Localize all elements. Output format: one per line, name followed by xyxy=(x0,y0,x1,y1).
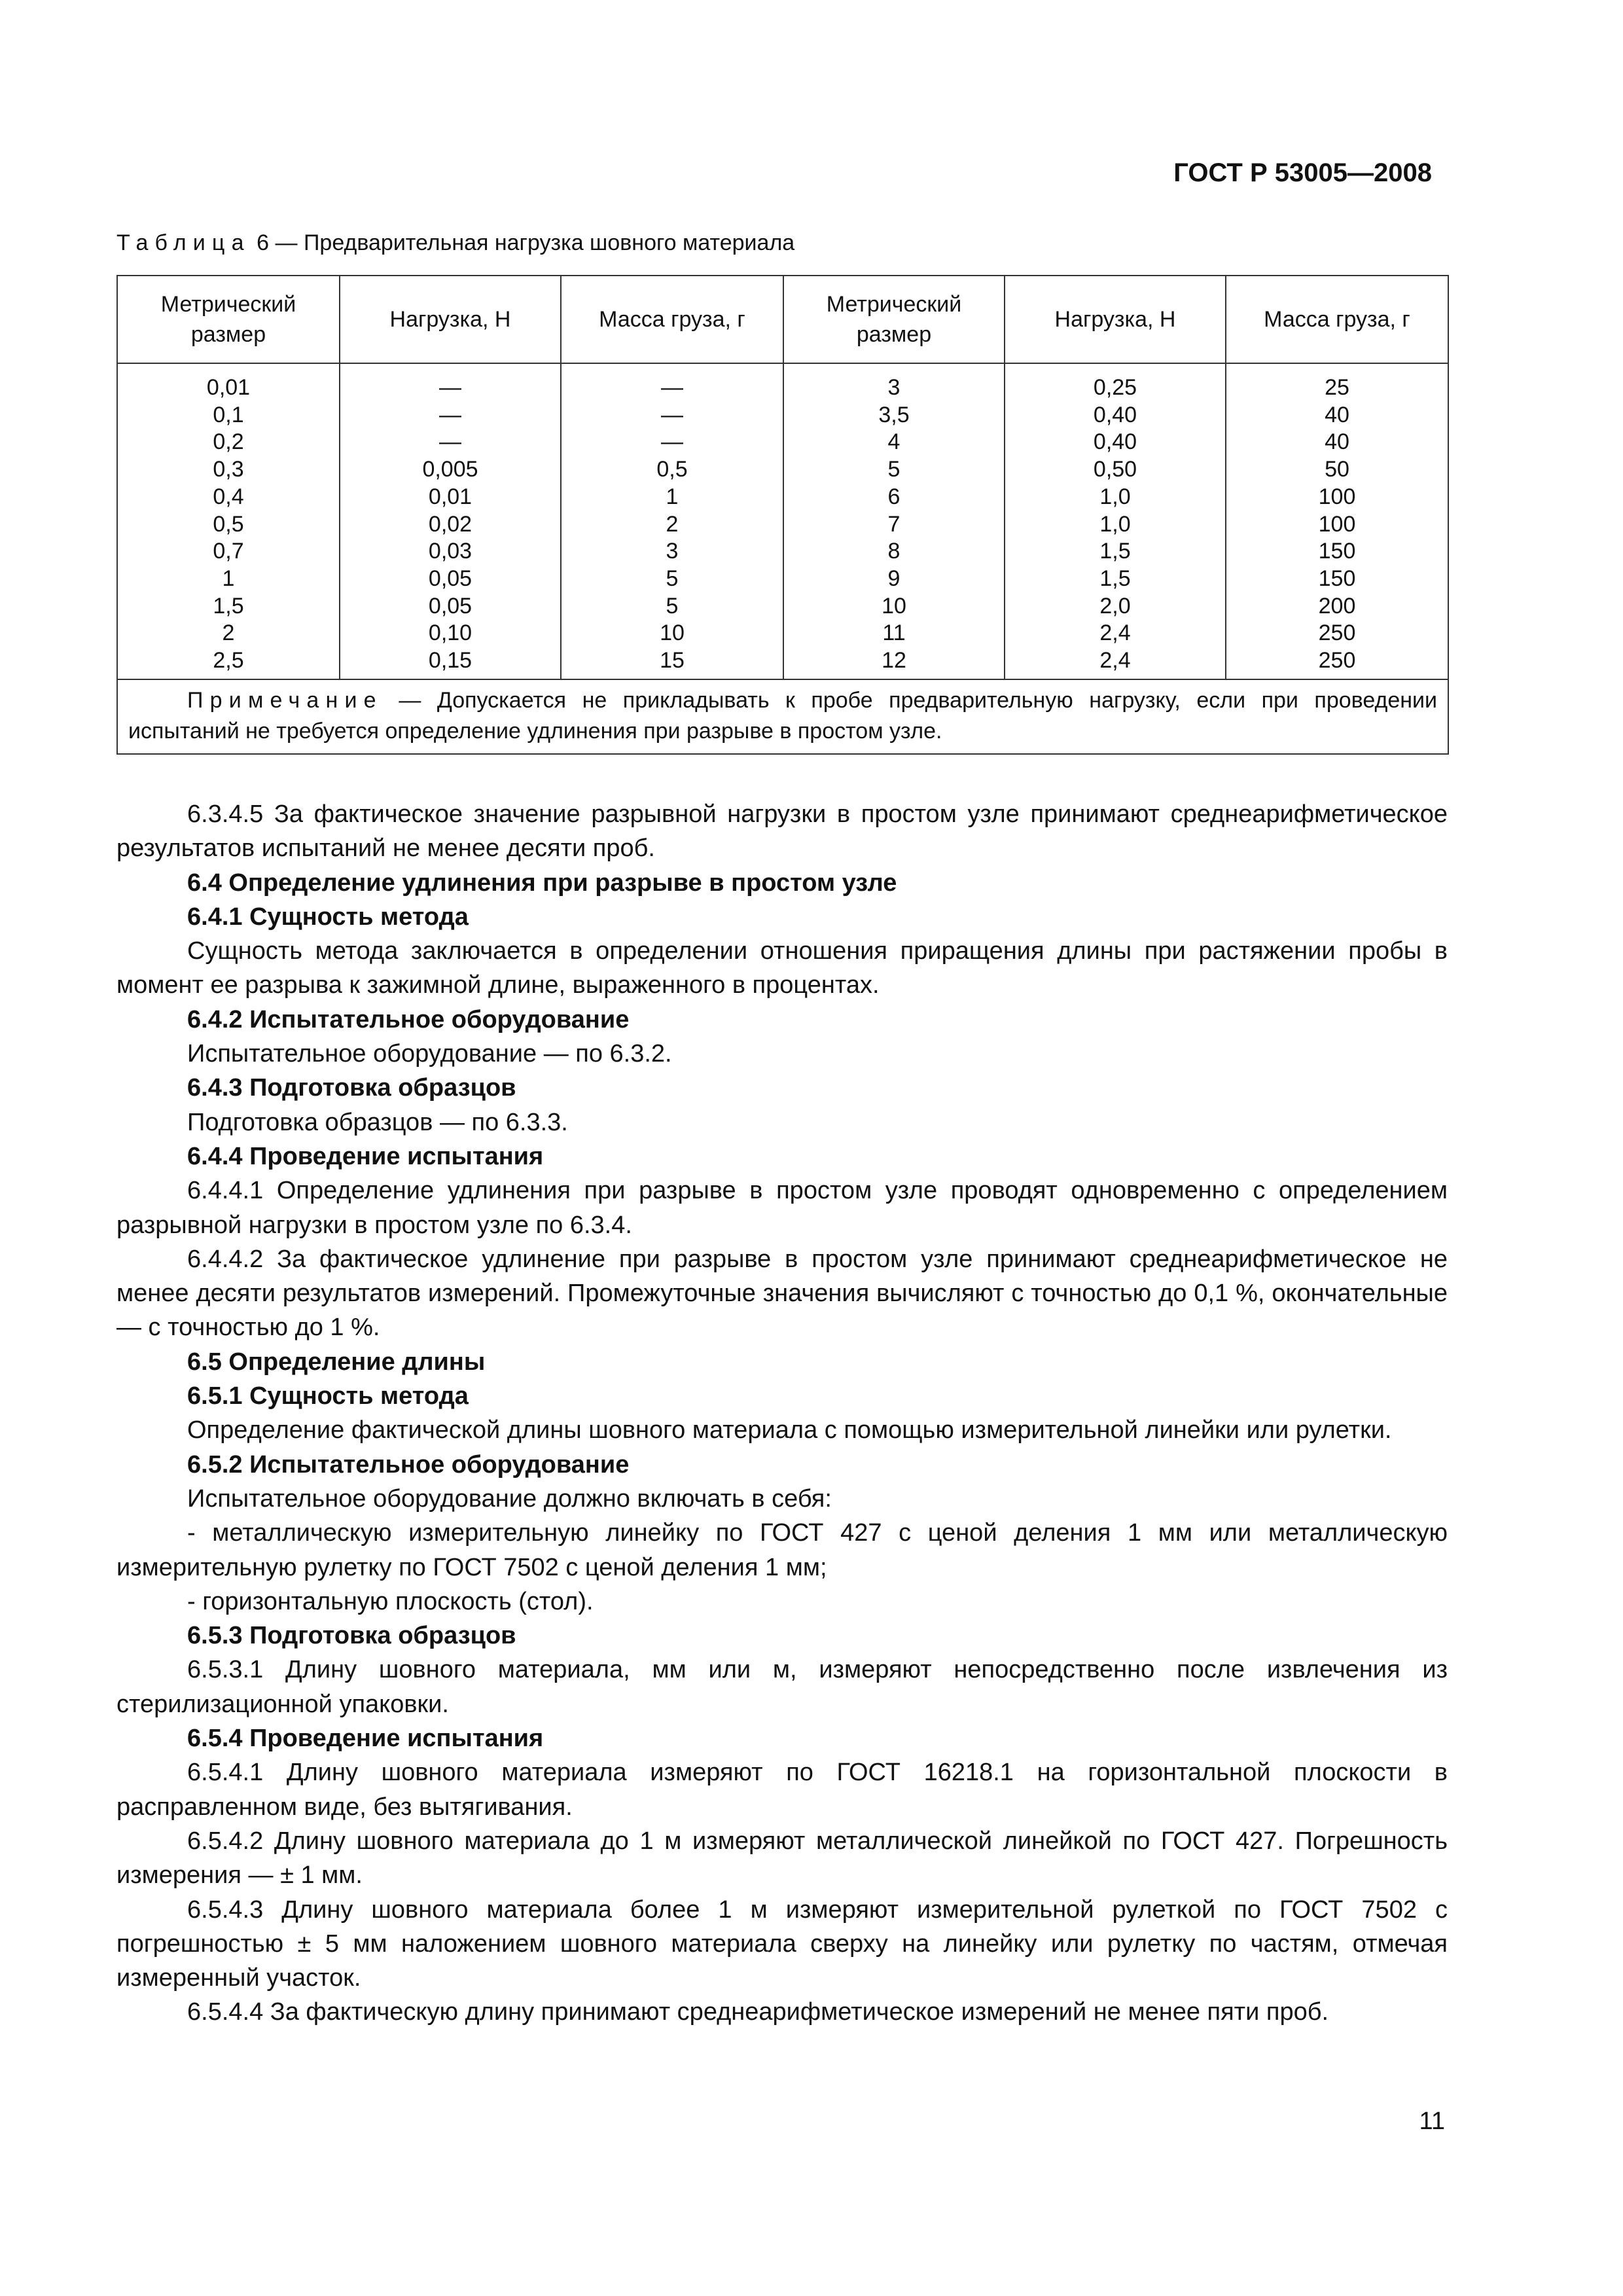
table-cell: 15 xyxy=(660,648,685,673)
table-cell: 0,7 xyxy=(213,539,244,564)
table-cell: 1 xyxy=(222,565,235,591)
list-item: - горизонтальную плоскость (стол). xyxy=(187,1587,594,1615)
section-heading: 6.5 Определение длины xyxy=(187,1348,486,1376)
table-cell: 0,40 xyxy=(1093,429,1137,455)
table-caption-text: 6 — Предварительная нагрузка шовного материала xyxy=(250,230,795,255)
header-metric-size: Метрический размер xyxy=(117,276,340,363)
table-caption-word: Таблица xyxy=(116,230,251,255)
table-note-row xyxy=(117,679,1448,754)
table-cell: 2,4 xyxy=(1099,648,1131,673)
table-cell: 5 xyxy=(887,457,901,482)
table-cell: 0,5 xyxy=(213,511,244,537)
table-cell: 1 xyxy=(666,484,679,509)
table-cell: 0,25 xyxy=(1093,375,1137,400)
table-cell: 1,5 xyxy=(1099,565,1131,591)
subsection-heading: 6.5.4 Проведение испытания xyxy=(187,1725,544,1753)
paragraph: Сущность метода заключается в определении отношения приращения длины при растяжении пробы в момент ее разрыва к зажимной длине, выраженного в процентах. xyxy=(116,937,1448,999)
body-text xyxy=(116,797,1448,2030)
table-cell: 9 xyxy=(887,565,901,591)
note-text: — Допускается не прикладывать к пробе предварительную нагрузку, если при проведении испытаний не требуется определение удлинения при разрыве в простом узле. xyxy=(128,687,1437,744)
section-heading: 6.4 Определение удлинения при разрыве в простом узле xyxy=(187,869,897,897)
table-cell: 0,5 xyxy=(656,457,688,482)
table-note xyxy=(117,679,1448,754)
table-cell: 2 xyxy=(666,511,679,537)
table-cell: 1,0 xyxy=(1099,511,1131,537)
paragraph: 6.5.4.4 За фактическую длину принимают среднеарифметическое измерений не менее пяти проб. xyxy=(187,1998,1329,2026)
subsection-heading: 6.4.4 Проведение испытания xyxy=(187,1142,544,1170)
paragraph: 6.5.3.1 Длину шовного материала, мм или м, измеряют непосредственно после извлечения из стерилизационной упаковки. xyxy=(116,1656,1448,1718)
table-cell: 0,05 xyxy=(428,565,473,591)
table-cell: 150 xyxy=(1318,539,1356,564)
header-load-2: Нагрузка, Н xyxy=(1005,276,1226,363)
table-data-row xyxy=(117,363,1448,679)
table-cell: 1,5 xyxy=(213,593,244,619)
column-weight-mass xyxy=(561,363,783,679)
table-cell: 0,10 xyxy=(428,620,473,646)
table-cell: 0,005 xyxy=(422,457,478,482)
table-cell: — xyxy=(439,402,461,427)
header-load: Нагрузка, Н xyxy=(340,276,561,363)
list-item: - металлическую измерительную линейку по ГОСТ 427 с ценой деления 1 мм или металлическую измерительную рулетку по ГОСТ 7502 с ценой деления 1 мм; xyxy=(116,1519,1448,1581)
table-cell: 12 xyxy=(882,648,906,673)
table-cell: 4 xyxy=(887,429,901,455)
table-cell: 250 xyxy=(1318,620,1356,646)
standard-designation: ГОСТ Р 53005—2008 xyxy=(1173,158,1432,187)
subsection-heading: 6.5.2 Испытательное оборудование xyxy=(187,1450,630,1479)
table-cell: 0,01 xyxy=(428,484,473,509)
paragraph: 6.4.4.1 Определение удлинения при разрыве в простом узле проводят одновременно с определением разрывной нагрузки в простом узле по 6.3.4. xyxy=(116,1177,1448,1239)
table-cell: 11 xyxy=(882,620,906,646)
paragraph: 6.3.4.5 За фактическое значение разрывной нагрузки в простом узле принимают среднеарифметическое результатов испытаний не менее десяти проб. xyxy=(116,800,1448,863)
paragraph: Определение фактической длины шовного материала с помощью измерительной линейки или рулетки. xyxy=(187,1416,1392,1444)
subsection-heading: 6.5.1 Сущность метода xyxy=(187,1382,469,1410)
table-cell: 0,3 xyxy=(213,457,244,482)
table-cell: — xyxy=(661,375,683,400)
paragraph: 6.4.4.2 За фактическое удлинение при разрыве в простом узле принимают среднеарифметическое не менее десяти результатов измерений. Промежуточные значения вычисляют с точностью до 0,1 %, окончательные — с точностью до 1 %. xyxy=(116,1245,1448,1342)
column-load xyxy=(340,363,561,679)
table-cell: — xyxy=(439,375,461,400)
header-metric-size-2: Метрический размер xyxy=(783,276,1005,363)
table-cell: 250 xyxy=(1318,648,1356,673)
table-cell: 6 xyxy=(887,484,901,509)
table-header-row xyxy=(117,276,1448,363)
table-cell: 10 xyxy=(660,620,685,646)
table-cell: 1,0 xyxy=(1099,484,1131,509)
table-cell: 2,4 xyxy=(1099,620,1131,646)
table-cell: 10 xyxy=(882,593,906,619)
table-cell: 0,4 xyxy=(213,484,244,509)
table-cell: 2 xyxy=(222,620,235,646)
column-weight-mass-2 xyxy=(1226,363,1448,679)
table-cell: 40 xyxy=(1325,429,1349,455)
preload-table xyxy=(116,275,1449,755)
table-cell: 0,2 xyxy=(213,429,244,455)
table-cell: 2,0 xyxy=(1099,593,1131,619)
subsection-heading: 6.4.2 Испытательное оборудование xyxy=(187,1005,630,1033)
paragraph: 6.5.4.2 Длину шовного материала до 1 м измеряют металлической линейкой по ГОСТ 427. Погрешность измерения — ± 1 мм. xyxy=(116,1827,1448,1890)
table-cell: 0,03 xyxy=(428,539,473,564)
table-cell: 25 xyxy=(1325,375,1349,400)
table-cell: 5 xyxy=(666,565,679,591)
table-cell: — xyxy=(439,429,461,455)
paragraph: 6.5.4.1 Длину шовного материала измеряют по ГОСТ 16218.1 на горизонтальной плоскости в расправленном виде, без вытягивания. xyxy=(116,1759,1448,1821)
table-cell: 50 xyxy=(1325,457,1349,482)
header-weight-mass: Масса груза, г xyxy=(561,276,783,363)
subsection-heading: 6.4.3 Подготовка образцов xyxy=(187,1074,516,1102)
table-cell: 3 xyxy=(887,375,901,400)
table-cell: — xyxy=(661,402,683,427)
table-cell: 40 xyxy=(1325,402,1349,427)
table-cell: 0,40 xyxy=(1093,402,1137,427)
paragraph: Подготовка образцов — по 6.3.3. xyxy=(187,1108,568,1136)
table-cell: 0,01 xyxy=(206,375,251,400)
table-cell: 150 xyxy=(1318,565,1356,591)
table-cell: 8 xyxy=(887,539,901,564)
table-cell: 3,5 xyxy=(878,402,910,427)
table-cell: 5 xyxy=(666,593,679,619)
table-cell: 100 xyxy=(1318,484,1356,509)
subsection-heading: 6.5.3 Подготовка образцов xyxy=(187,1622,516,1650)
table-cell: 3 xyxy=(666,539,679,564)
table-cell: 100 xyxy=(1318,511,1356,537)
table-cell: 0,50 xyxy=(1093,457,1137,482)
table-cell: 0,05 xyxy=(428,593,473,619)
table-cell: 0,1 xyxy=(213,402,244,427)
table-caption xyxy=(116,230,794,256)
paragraph: Испытательное оборудование должно включать в себя: xyxy=(187,1484,832,1513)
subsection-heading: 6.4.1 Сущность метода xyxy=(187,903,469,931)
paragraph: Испытательное оборудование — по 6.3.2. xyxy=(187,1040,672,1068)
column-metric-size-2 xyxy=(783,363,1005,679)
table-cell: 7 xyxy=(887,511,901,537)
note-word: Примечание xyxy=(187,687,383,713)
table-cell: 1,5 xyxy=(1099,539,1131,564)
column-load-2 xyxy=(1005,363,1226,679)
table-cell: — xyxy=(661,429,683,455)
paragraph: 6.5.4.3 Длину шовного материала более 1 м измеряют измерительной рулеткой по ГОСТ 7502 с погрешностью ± 5 мм наложением шовного материала сверху на линейку или рулетку по частям, отмечая измеренный участок. xyxy=(116,1895,1448,1992)
page-number: 11 xyxy=(1419,2108,1445,2135)
column-metric-size xyxy=(117,363,340,679)
table-cell: 2,5 xyxy=(213,648,244,673)
header-weight-mass-2: Масса груза, г xyxy=(1226,276,1448,363)
table-cell: 0,02 xyxy=(428,511,473,537)
table-cell: 0,15 xyxy=(428,648,473,673)
table-cell: 200 xyxy=(1318,593,1356,619)
